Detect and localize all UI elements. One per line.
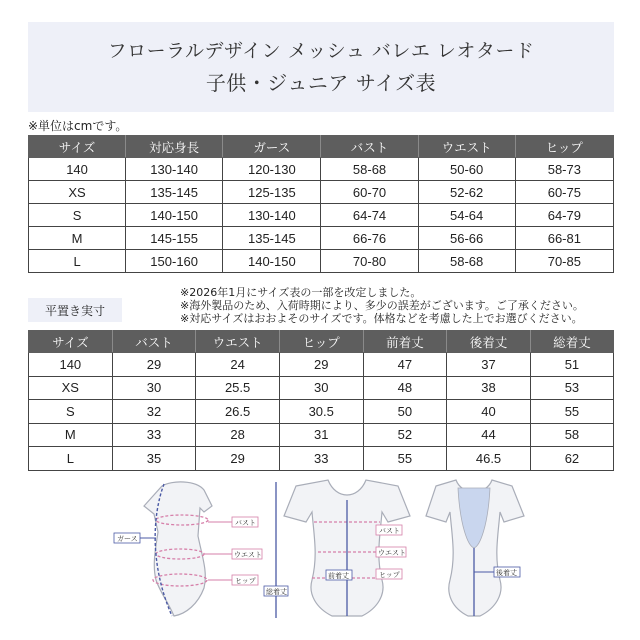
bust-label-front: バスト xyxy=(379,527,400,535)
table-cell: 50 xyxy=(363,400,447,424)
table-cell: 38 xyxy=(447,376,531,400)
table-cell: 24 xyxy=(196,353,280,377)
table-cell: 52-62 xyxy=(418,181,515,204)
girth-label: ガース xyxy=(117,535,138,543)
front-length-label: 前着丈 xyxy=(328,572,349,580)
column-header: 対応身長 xyxy=(126,136,223,158)
table-row xyxy=(29,447,614,471)
notes-block xyxy=(180,286,584,325)
note-line: ※海外製品のため、入荷時期により、多少の誤差がございます。ご了承ください。 xyxy=(180,299,584,312)
table-cell: 56-66 xyxy=(418,227,515,250)
title-banner xyxy=(28,22,614,112)
column-header: サイズ xyxy=(29,136,126,158)
table-row xyxy=(29,158,614,181)
table-row xyxy=(29,181,614,204)
table-cell: 33 xyxy=(112,423,196,447)
table-row xyxy=(29,353,614,377)
column-header: ウエスト xyxy=(418,136,515,158)
table-cell: 70-80 xyxy=(321,250,418,273)
table-cell: 66-81 xyxy=(515,227,613,250)
table-header-row xyxy=(29,331,614,353)
column-header: 総着丈 xyxy=(530,331,613,353)
column-header: バスト xyxy=(321,136,418,158)
table-cell: L xyxy=(29,250,126,273)
table-cell: 70-85 xyxy=(515,250,613,273)
table-cell: L xyxy=(29,447,113,471)
table-row xyxy=(29,423,614,447)
back-length-label: 後着丈 xyxy=(496,569,517,577)
leotard-illustration xyxy=(100,476,550,628)
flat-size-table xyxy=(28,330,614,471)
table-cell: 31 xyxy=(279,423,363,447)
leotard-side-view xyxy=(114,482,262,616)
table-row xyxy=(29,250,614,273)
table-cell: 125-135 xyxy=(223,181,321,204)
table-cell: 64-79 xyxy=(515,204,613,227)
table-cell: 140-150 xyxy=(223,250,321,273)
table-cell: 58-73 xyxy=(515,158,613,181)
table-cell: 58-68 xyxy=(418,250,515,273)
table-cell: 58-68 xyxy=(321,158,418,181)
table-cell: 130-140 xyxy=(126,158,223,181)
table-cell: 150-160 xyxy=(126,250,223,273)
table-cell: 35 xyxy=(112,447,196,471)
table-cell: S xyxy=(29,400,113,424)
table-header-row xyxy=(29,136,614,158)
table-cell: M xyxy=(29,227,126,250)
table-cell: 44 xyxy=(447,423,531,447)
table-cell: 55 xyxy=(363,447,447,471)
table-cell: 50-60 xyxy=(418,158,515,181)
column-header: ヒップ xyxy=(279,331,363,353)
hip-label: ヒップ xyxy=(235,577,256,585)
table-cell: 30.5 xyxy=(279,400,363,424)
waist-label: ウエスト xyxy=(234,551,262,559)
leotard-front-view xyxy=(264,480,410,618)
table-cell: 140 xyxy=(29,158,126,181)
table-cell: 58 xyxy=(530,423,613,447)
table-cell: 120-130 xyxy=(223,158,321,181)
table-cell: 53 xyxy=(530,376,613,400)
table-cell: XS xyxy=(29,376,113,400)
table-cell: 29 xyxy=(196,447,280,471)
column-header: ヒップ xyxy=(515,136,613,158)
column-header: 後着丈 xyxy=(447,331,531,353)
note-line: ※対応サイズはおおよそのサイズです。体格などを考慮した上でお選びください。 xyxy=(180,312,583,325)
unit-note: ※単位はcmです。 xyxy=(28,119,128,133)
table-cell: 30 xyxy=(279,376,363,400)
table-cell: 33 xyxy=(279,447,363,471)
product-title: フローラルデザイン メッシュ バレエ レオタード xyxy=(107,40,535,62)
size-chart-subtitle: 子供・ジュニア サイズ表 xyxy=(205,71,437,95)
measurement-diagram xyxy=(100,476,550,628)
table-cell: 46.5 xyxy=(447,447,531,471)
table-cell: 54-64 xyxy=(418,204,515,227)
table-cell: 26.5 xyxy=(196,400,280,424)
table-cell: 28 xyxy=(196,423,280,447)
table-cell: XS xyxy=(29,181,126,204)
table-cell: 66-76 xyxy=(321,227,418,250)
table-cell: 60-70 xyxy=(321,181,418,204)
table-cell: 52 xyxy=(363,423,447,447)
flat-measurement-label: 平置き実寸 xyxy=(28,298,122,322)
table-cell: 47 xyxy=(363,353,447,377)
table-cell: 130-140 xyxy=(223,204,321,227)
column-header: 前着丈 xyxy=(363,331,447,353)
table-cell: 135-145 xyxy=(223,227,321,250)
table-cell: 135-145 xyxy=(126,181,223,204)
total-length-label: 総着丈 xyxy=(266,588,287,596)
table-cell: 30 xyxy=(112,376,196,400)
table-cell: 64-74 xyxy=(321,204,418,227)
waist-label-front: ウエスト xyxy=(378,549,406,557)
column-header: ガース xyxy=(223,136,321,158)
body-size-table xyxy=(28,135,614,273)
table-row xyxy=(29,400,614,424)
hip-label-front: ヒップ xyxy=(379,571,400,579)
bust-label: バスト xyxy=(235,519,256,527)
table-cell: 51 xyxy=(530,353,613,377)
leotard-back-view xyxy=(426,480,524,616)
table-cell: 29 xyxy=(279,353,363,377)
table-cell: 60-75 xyxy=(515,181,613,204)
note-line: ※2026年1月にサイズ表の一部を改定しました。 xyxy=(180,286,422,299)
table-row xyxy=(29,204,614,227)
table-row xyxy=(29,227,614,250)
table-row xyxy=(29,376,614,400)
table-cell: 48 xyxy=(363,376,447,400)
table-cell: 145-155 xyxy=(126,227,223,250)
table-cell: 62 xyxy=(530,447,613,471)
table-cell: 140 xyxy=(29,353,113,377)
column-header: サイズ xyxy=(29,331,113,353)
column-header: ウエスト xyxy=(196,331,280,353)
table-cell: 55 xyxy=(530,400,613,424)
column-header: バスト xyxy=(112,331,196,353)
table-cell: 40 xyxy=(447,400,531,424)
table-cell: 25.5 xyxy=(196,376,280,400)
table-cell: 37 xyxy=(447,353,531,377)
table-cell: M xyxy=(29,423,113,447)
table-cell: 140-150 xyxy=(126,204,223,227)
table-cell: 29 xyxy=(112,353,196,377)
table-cell: S xyxy=(29,204,126,227)
table-cell: 32 xyxy=(112,400,196,424)
